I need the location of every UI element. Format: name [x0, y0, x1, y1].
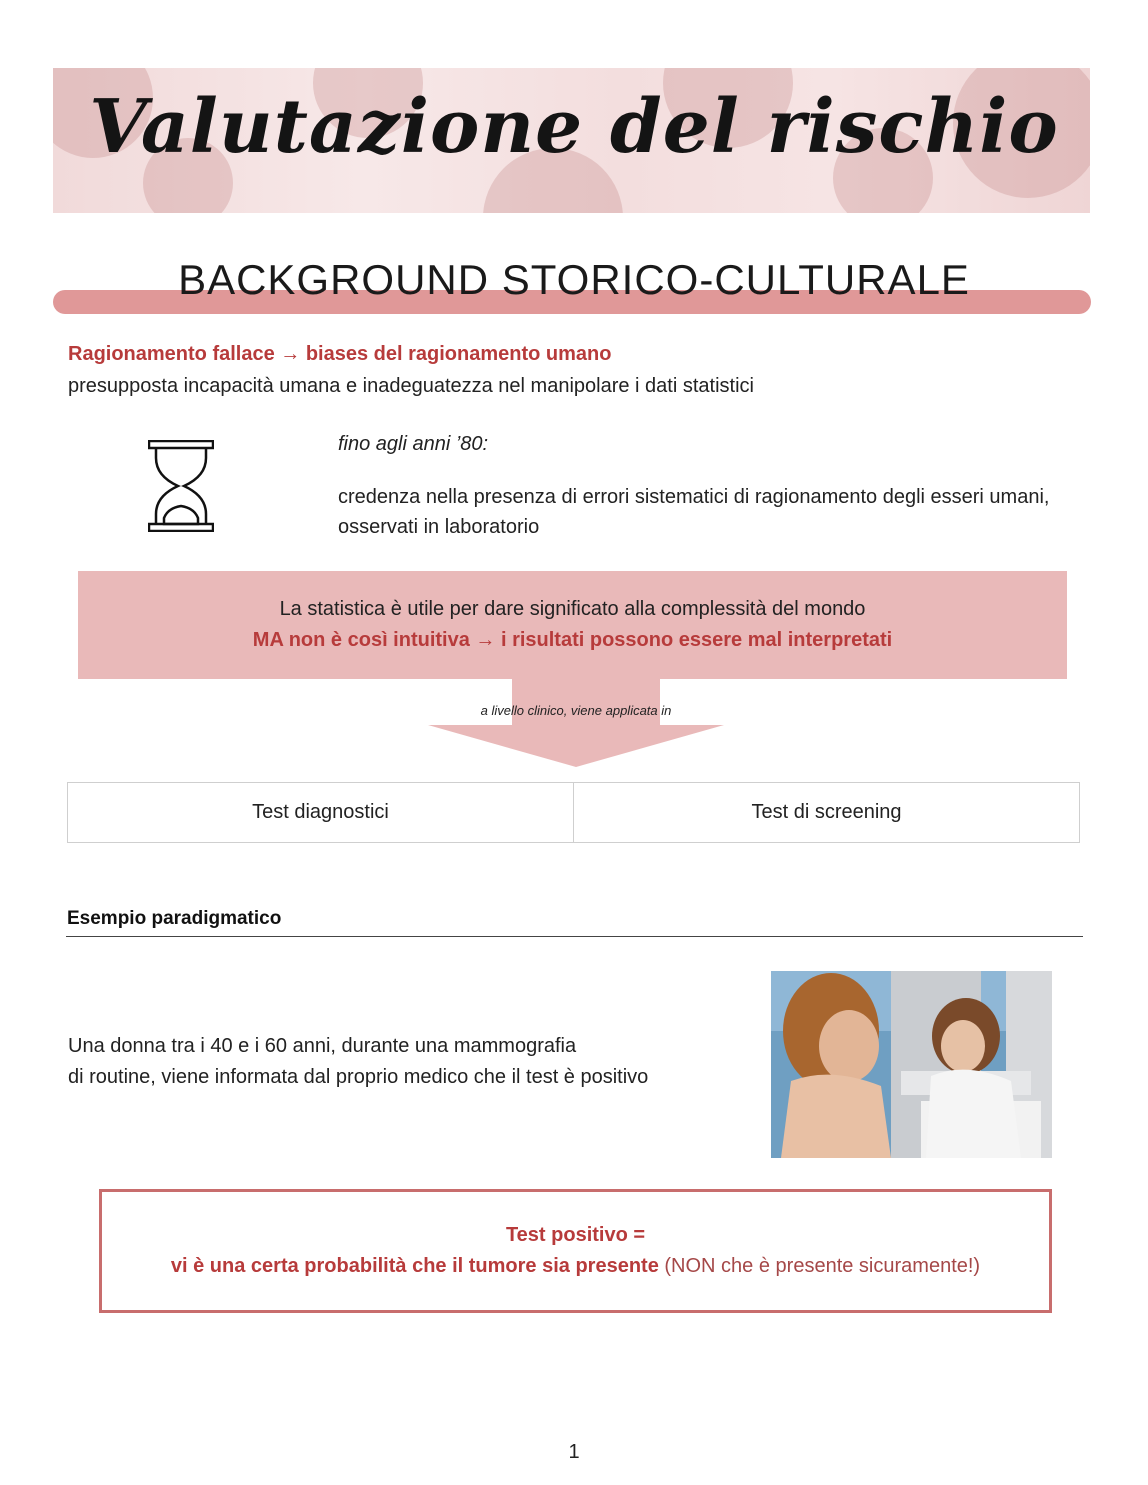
bias-left-text: Ragionamento fallace — [68, 343, 275, 365]
hourglass-icon — [148, 440, 214, 532]
eighties-text: credenza nella presenza di errori sistematici di ragionamento degli esseri umani, osservati in laboratorio — [338, 486, 1050, 538]
result-line2 — [99, 1255, 1052, 1278]
tests-table — [67, 782, 1080, 843]
result-strong-text: vi è una certa probabilità che il tumore sia presente — [170, 1255, 659, 1277]
section-title: BACKGROUND STORICO-CULTURALE — [178, 256, 970, 303]
bias-heading — [68, 343, 611, 366]
result-callout-box — [99, 1189, 1052, 1313]
down-arrow-icon — [428, 679, 724, 767]
bias-description: presupposta incapacità umana e inadeguatezza nel manipolare i dati statistici — [68, 375, 754, 397]
example-title: Esempio paradigmatico — [67, 908, 282, 929]
bias-right-text: biases del ragionamento umano — [305, 343, 612, 365]
mammography-photo — [771, 971, 1052, 1158]
example-text-line2: di routine, viene informata dal proprio medico che il test è positivo — [68, 1066, 649, 1088]
arrow-right-icon: → — [280, 343, 301, 365]
statistics-callout-line1: La statistica è utile per dare significato alla complessità del mondo — [279, 598, 866, 620]
test-cell-diagnostic: Test diagnostici — [252, 801, 389, 823]
statistics-callout-line2: MA non è così intuitiva → i risultati possono essere mal interpretati — [252, 629, 893, 651]
page-title: Valutazione del rischio — [89, 84, 1059, 170]
statistics-callout-box — [78, 571, 1067, 679]
example-text-line1: Una donna tra i 40 e i 60 anni, durante una mammografia — [68, 1035, 577, 1057]
eighties-label: fino agli anni ’80: — [338, 433, 489, 455]
test-cell-screening: Test di screening — [573, 783, 1079, 842]
result-note-text: (NON che è presente sicuramente!) — [658, 1255, 981, 1277]
example-text — [68, 1031, 748, 1093]
example-divider — [66, 936, 1083, 937]
arrow-caption: a livello clinico, viene applicata in — [480, 703, 672, 718]
result-line1: Test positivo = — [505, 1224, 646, 1246]
page-number: 1 — [568, 1441, 580, 1463]
